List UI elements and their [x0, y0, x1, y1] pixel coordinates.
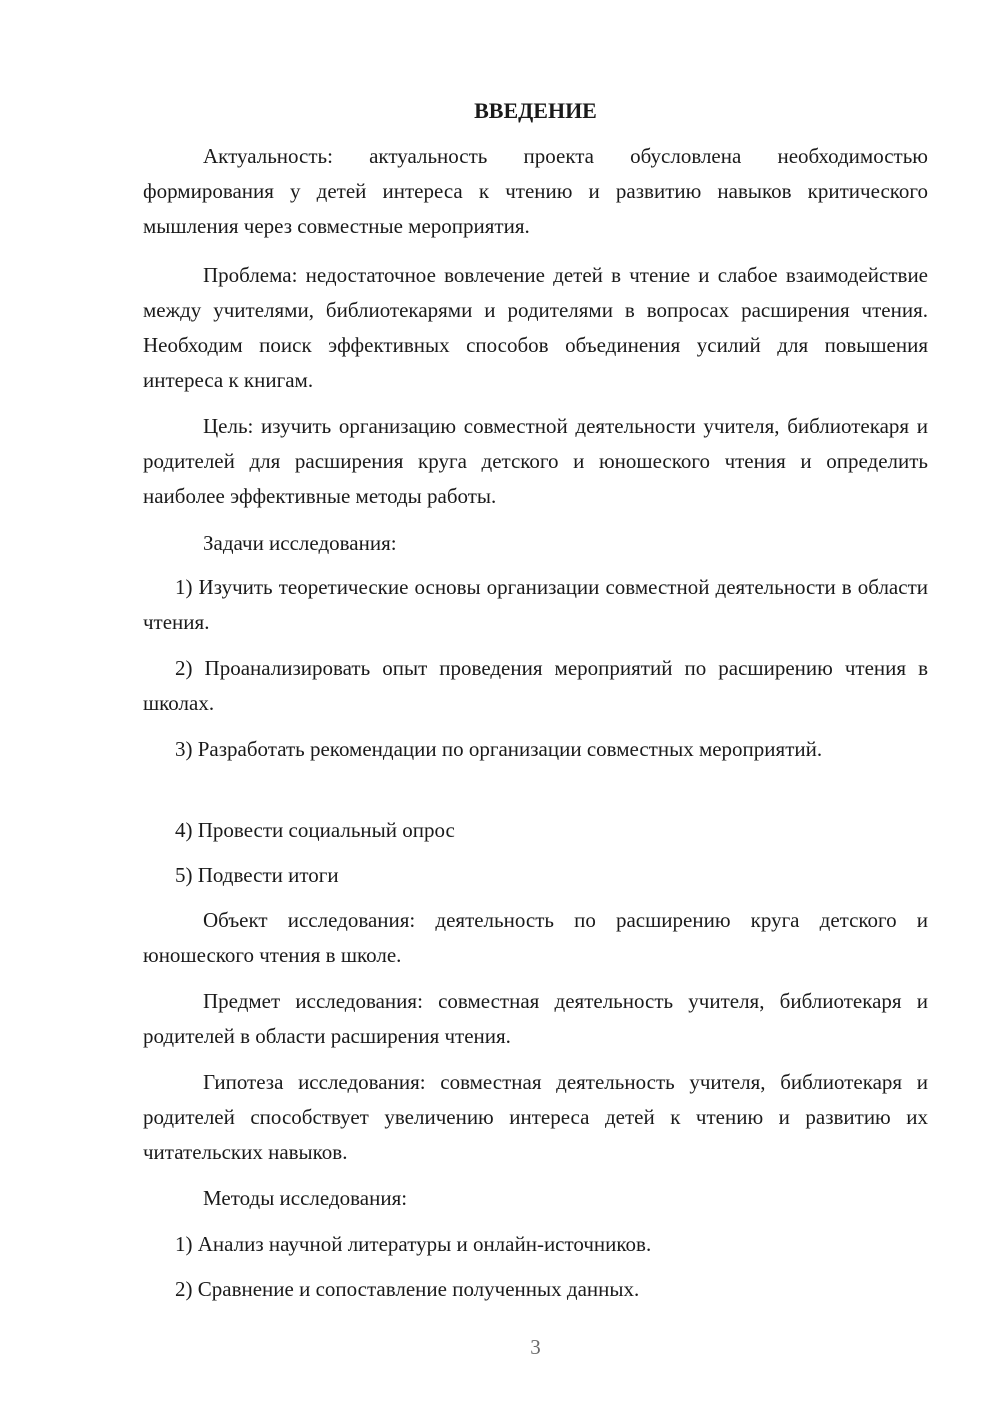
task-item-2: 2) Проанализировать опыт проведения мероприятий по расширению чтения в школах. — [143, 656, 928, 715]
task-item-1: 1) Изучить теоретические основы организации совместной деятельности в области чтения. — [143, 575, 928, 634]
object-paragraph: Объект исследования: деятельность по расширению круга детского и юношеского чтения в школе. — [143, 908, 928, 967]
task-item-3: 3) Разработать рекомендации по организации совместных мероприятий. — [175, 737, 823, 761]
task-item-4: 4) Провести социальный опрос — [175, 818, 455, 842]
problem-paragraph: Проблема: недостаточное вовлечение детей в чтение и слабое взаимодействие между учителями, библиотекарями и родителями в вопросах расширения чтения. Необходим поиск эффективных способов объединения усилий для повышения интереса к книгам. — [143, 263, 928, 392]
hypothesis-paragraph: Гипотеза исследования: совместная деятельность учителя, библиотекаря и родителей способствует увеличению интереса детей к чтению и развитию их читательских навыков. — [143, 1070, 928, 1164]
relevance-paragraph: Актуальность: актуальность проекта обусловлена необходимостью формирования у детей интереса к чтению и развитию навыков критического мышления через совместные мероприятия. — [143, 144, 928, 238]
task-item-5: 5) Подвести итоги — [175, 863, 339, 887]
subject-paragraph: Предмет исследования: совместная деятельность учителя, библиотекаря и родителей в области расширения чтения. — [143, 989, 928, 1048]
goal-paragraph: Цель: изучить организацию совместной деятельности учителя, библиотекаря и родителей для расширения круга детского и юношеского чтения и определить наиболее эффективные методы работы. — [143, 414, 928, 508]
tasks-heading: Задачи исследования: — [203, 531, 397, 555]
page-number: 3 — [530, 1335, 541, 1359]
method-item-2: 2) Сравнение и сопоставление полученных данных. — [175, 1277, 640, 1301]
section-title: ВВЕДЕНИЕ — [474, 98, 597, 123]
methods-heading: Методы исследования: — [203, 1186, 408, 1210]
method-item-1: 1) Анализ научной литературы и онлайн-источников. — [175, 1232, 652, 1256]
